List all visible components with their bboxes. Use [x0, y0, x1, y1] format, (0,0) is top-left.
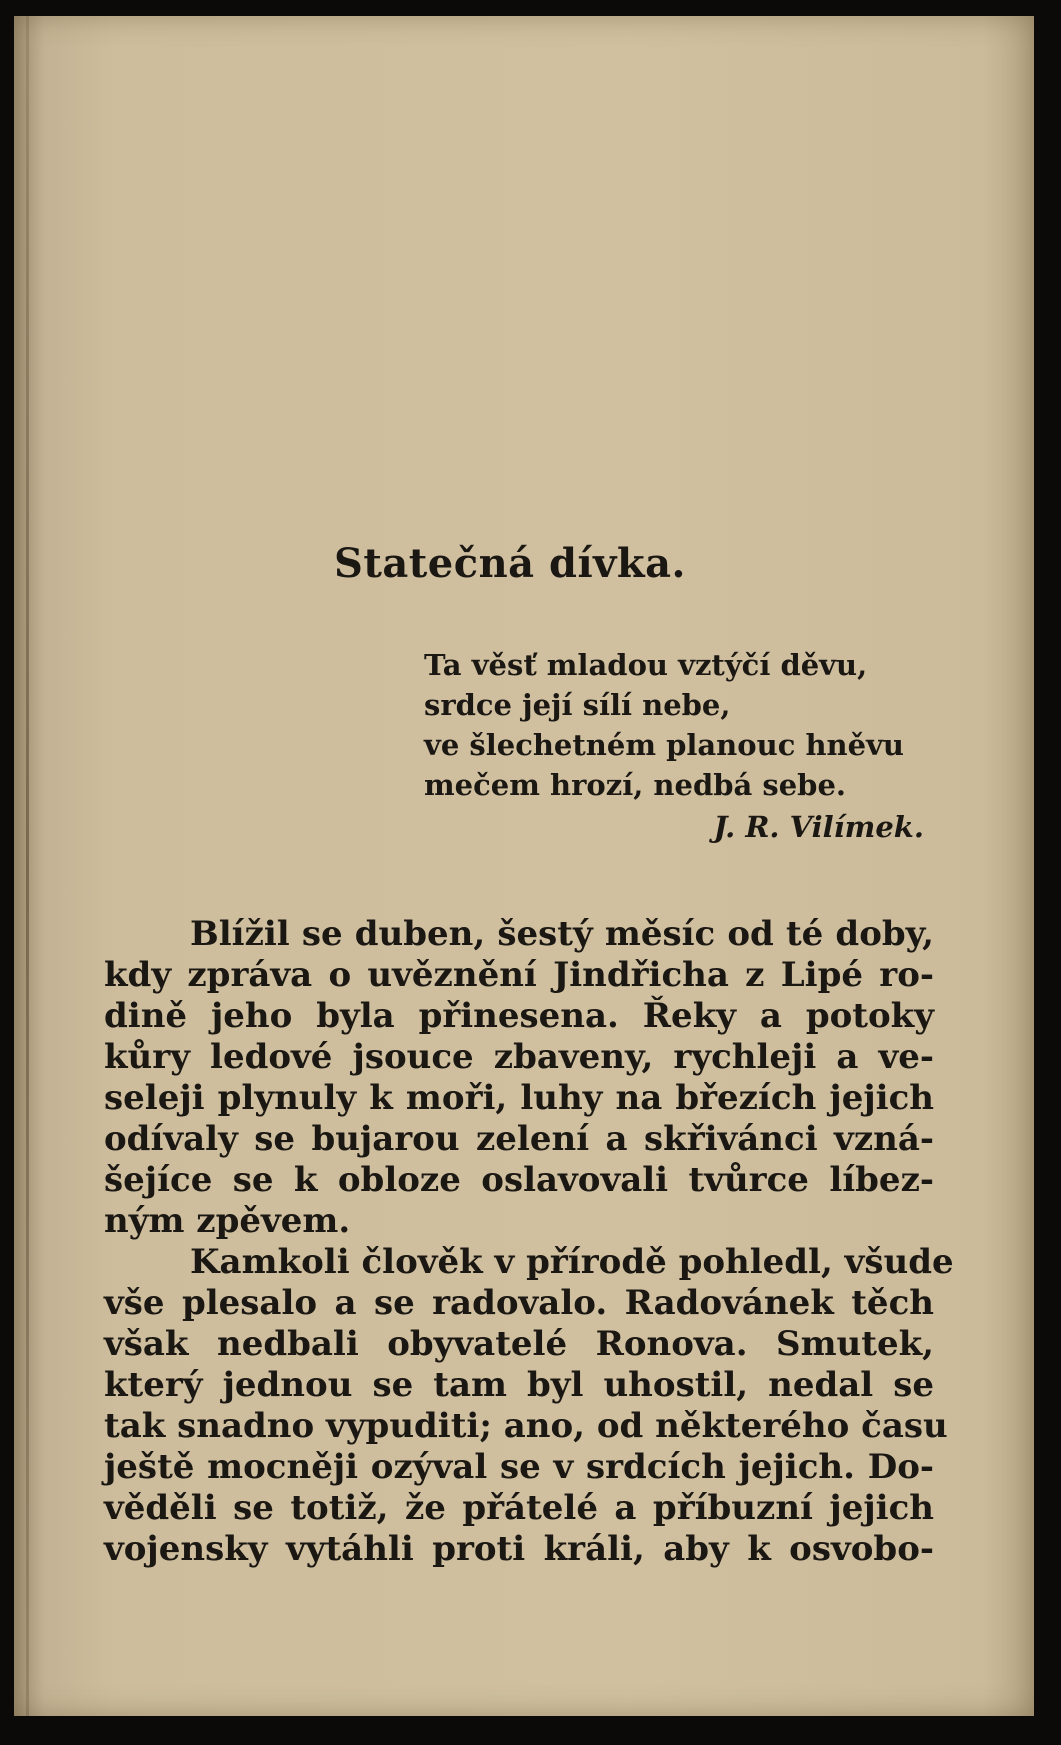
epigraph-author: J. R. Vilímek.: [713, 810, 924, 844]
epigraph: [424, 645, 944, 847]
body-line: který jednou se tam byl uhostil, nedal se: [104, 1365, 934, 1405]
body-line: věděli se totiž, že přátelé a příbuzní jejich: [104, 1488, 934, 1528]
epigraph-line: mečem hrozí, nedbá sebe.: [424, 768, 846, 802]
epigraph-line: ve šlechetném planouc hněvu: [424, 728, 905, 762]
body-line: ným zpěvem.: [104, 1201, 351, 1241]
body-line: Blížil se duben, šestý měsíc od té doby,: [190, 914, 934, 954]
body-line: však nedbali obyvatelé Ronova. Smutek,: [104, 1324, 934, 1364]
body-line: ještě mocněji ozýval se v srdcích jejich. Do-: [104, 1447, 934, 1487]
body-line: šejíce se k obloze oslavovali tvůrce líbez-: [104, 1160, 934, 1200]
epigraph-line: Ta věsť mladou vztýčí děvu,: [424, 648, 868, 682]
body-line: seleji plynuly k moři, luhy na březích jejich: [104, 1078, 934, 1118]
body-line: Kamkoli člověk v přírodě pohledl, všude: [190, 1242, 954, 1282]
body-line: odívaly se bujarou zelení a skřivánci vzná-: [104, 1119, 934, 1159]
body-line: kdy zpráva o uvěznění Jindřicha z Lipé ro-: [104, 955, 934, 995]
body-line: vše plesalo a se radovalo. Radovánek těch: [104, 1283, 934, 1323]
body-line: vojensky vytáhli proti králi, aby k osvobo-: [104, 1529, 934, 1569]
body-text: [104, 914, 954, 1570]
body-line: kůry ledové jsouce zbaveny, rychleji a ve-: [104, 1037, 934, 1077]
page-gutter-shadow: [26, 16, 29, 1716]
body-line: dině jeho byla přinesena. Řeky a potoky: [104, 996, 934, 1036]
epigraph-line: srdce její sílí nebe,: [424, 688, 731, 722]
body-line: tak snadno vypuditi; ano, od některého času: [104, 1406, 948, 1446]
book-page: [14, 16, 1034, 1716]
chapter-title: Statečná dívka.: [334, 540, 686, 587]
